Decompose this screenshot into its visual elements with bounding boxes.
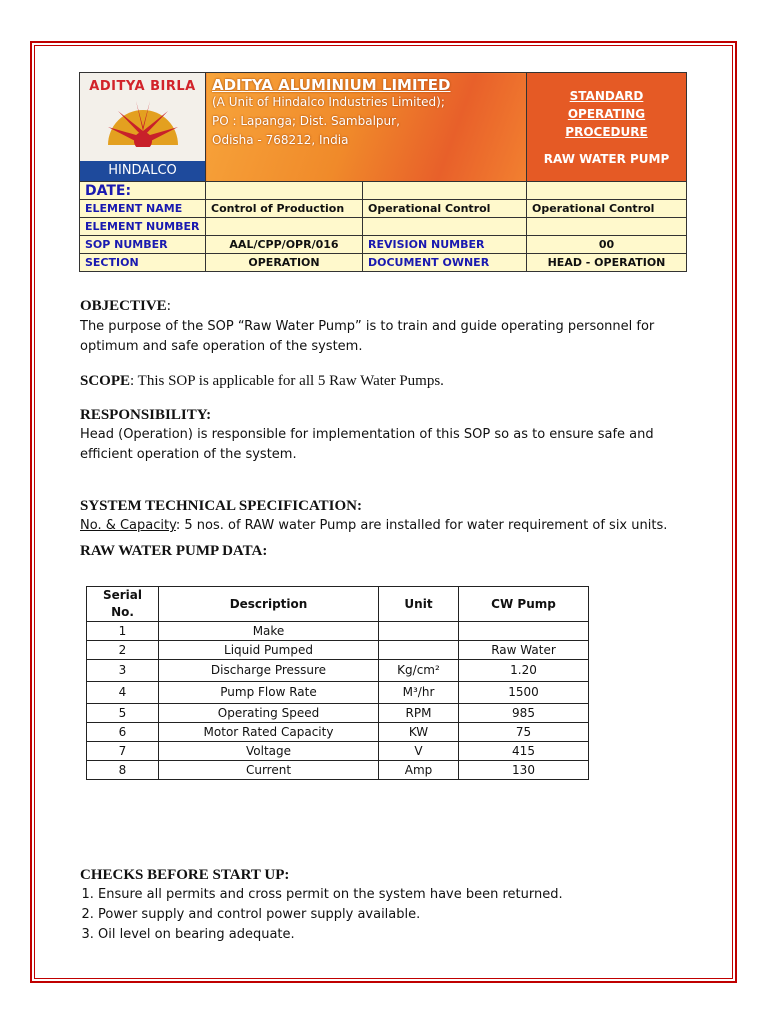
table-cell: Kg/cm²	[379, 660, 459, 682]
table-cell: 2	[87, 641, 159, 660]
table-cell: KW	[379, 723, 459, 742]
scope-section	[80, 371, 690, 391]
table-cell: Make	[159, 622, 379, 641]
company-address-line: (A Unit of Hindalco Industries Limited);	[212, 95, 445, 109]
table-cell: Discharge Pressure	[159, 660, 379, 682]
sop-title-block	[527, 73, 687, 182]
table-cell: Pump Flow Rate	[159, 682, 379, 704]
table-cell: 415	[459, 742, 589, 761]
table-cell: 8	[87, 761, 159, 780]
field-value	[206, 218, 363, 236]
list-item: 2. Power supply and control power supply available.	[98, 905, 563, 925]
list-item: 3. Oil level on bearing adequate.	[98, 925, 563, 945]
table-cell	[459, 622, 589, 641]
field-label: Operational Control	[363, 200, 527, 218]
company-address-line: PO : Lapanga; Dist. Sambalpur,	[212, 114, 400, 128]
spec-section	[80, 496, 690, 536]
company-title: ADITYA ALUMINIUM LIMITED	[212, 76, 451, 94]
responsibility-text: Head (Operation) is responsible for implementation of this SOP so as to ensure safe and efficient operation of the system.	[80, 427, 654, 462]
table-cell: Operating Speed	[159, 704, 379, 723]
table-cell: 4	[87, 682, 159, 704]
table-row	[87, 682, 589, 704]
date-label: DATE:	[80, 182, 206, 200]
objective-section	[80, 296, 690, 357]
column-header: Serial No.	[87, 587, 159, 622]
field-label: DOCUMENT OWNER	[363, 254, 527, 272]
field-label: SECTION	[80, 254, 206, 272]
field-label: ELEMENT NUMBER	[80, 218, 206, 236]
table-cell	[379, 622, 459, 641]
header-row	[80, 200, 687, 218]
table-cell: Voltage	[159, 742, 379, 761]
table-cell: 3	[87, 660, 159, 682]
objective-colon: :	[166, 298, 171, 314]
field-value: 00	[527, 236, 687, 254]
table-cell: 7	[87, 742, 159, 761]
table-cell: Motor Rated Capacity	[159, 723, 379, 742]
table-cell: 1.20	[459, 660, 589, 682]
company-logo	[80, 73, 206, 182]
sun-logo-icon	[98, 97, 188, 147]
header-row	[80, 236, 687, 254]
capacity-text: : 5 nos. of RAW water Pump are installed for water requirement of six units.	[175, 518, 668, 533]
table-cell: 1500	[459, 682, 589, 704]
field-value	[527, 218, 687, 236]
table-cell: 1	[87, 622, 159, 641]
field-label: REVISION NUMBER	[363, 236, 527, 254]
table-cell: Current	[159, 761, 379, 780]
responsibility-heading: RESPONSIBILITY:	[80, 407, 212, 423]
objective-text: The purpose of the SOP “Raw Water Pump” is to train and guide operating personnel for optimum and safe operation of the system.	[80, 319, 655, 354]
field-value: Control of Production	[206, 200, 363, 218]
objective-heading: OBJECTIVE	[80, 298, 167, 314]
logo-sub-text: HINDALCO	[80, 161, 205, 181]
empty-cell	[363, 182, 527, 200]
column-header: Unit	[379, 587, 459, 622]
sop-subject: RAW WATER PUMP	[543, 152, 670, 166]
checks-heading: CHECKS BEFORE START UP:	[80, 867, 290, 883]
table-cell: Liquid Pumped	[159, 641, 379, 660]
table-cell: RPM	[379, 704, 459, 723]
scope-heading: SCOPE	[80, 373, 131, 389]
sop-title: PROCEDURE	[565, 125, 648, 139]
pump-data-table	[86, 586, 589, 780]
pump-data-heading: RAW WATER PUMP DATA:	[80, 543, 268, 559]
field-value: Operational Control	[527, 200, 687, 218]
header-row	[80, 254, 687, 272]
table-cell: V	[379, 742, 459, 761]
column-header: Description	[159, 587, 379, 622]
table-cell: 75	[459, 723, 589, 742]
table-cell: 130	[459, 761, 589, 780]
field-label: SOP NUMBER	[80, 236, 206, 254]
date-value	[206, 182, 363, 200]
table-cell: M³/hr	[379, 682, 459, 704]
table-cell: Raw Water	[459, 641, 589, 660]
header-row	[80, 218, 687, 236]
table-row	[87, 761, 589, 780]
company-banner	[206, 73, 527, 182]
column-header: CW Pump	[459, 587, 589, 622]
field-value: OPERATION	[206, 254, 363, 272]
table-header-row	[87, 587, 589, 622]
field-value: AAL/CPP/OPR/016	[206, 236, 363, 254]
checks-list	[80, 885, 563, 945]
logo-brand-text: ADITYA BIRLA	[89, 79, 196, 94]
table-cell: 6	[87, 723, 159, 742]
empty-cell	[527, 182, 687, 200]
sop-title: STANDARD OPERATING	[567, 89, 646, 121]
table-row	[87, 622, 589, 641]
table-row	[87, 660, 589, 682]
table-cell: 985	[459, 704, 589, 723]
capacity-label: No. & Capacity	[80, 518, 176, 533]
table-row	[87, 723, 589, 742]
table-cell: Amp	[379, 761, 459, 780]
company-address-line: Odisha - 768212, India	[212, 133, 349, 147]
table-cell: 5	[87, 704, 159, 723]
document-header-table	[79, 72, 687, 272]
field-label: ELEMENT NAME	[80, 200, 206, 218]
spec-heading: SYSTEM TECHNICAL SPECIFICATION:	[80, 498, 363, 514]
scope-text: : This SOP is applicable for all 5 Raw Water Pumps.	[130, 373, 444, 389]
table-row	[87, 641, 589, 660]
table-row	[87, 704, 589, 723]
field-value: HEAD - OPERATION	[527, 254, 687, 272]
responsibility-section	[80, 405, 690, 465]
list-item: 1. Ensure all permits and cross permit on the system have been returned.	[98, 885, 563, 905]
table-cell	[379, 641, 459, 660]
field-label	[363, 218, 527, 236]
table-row	[87, 742, 589, 761]
